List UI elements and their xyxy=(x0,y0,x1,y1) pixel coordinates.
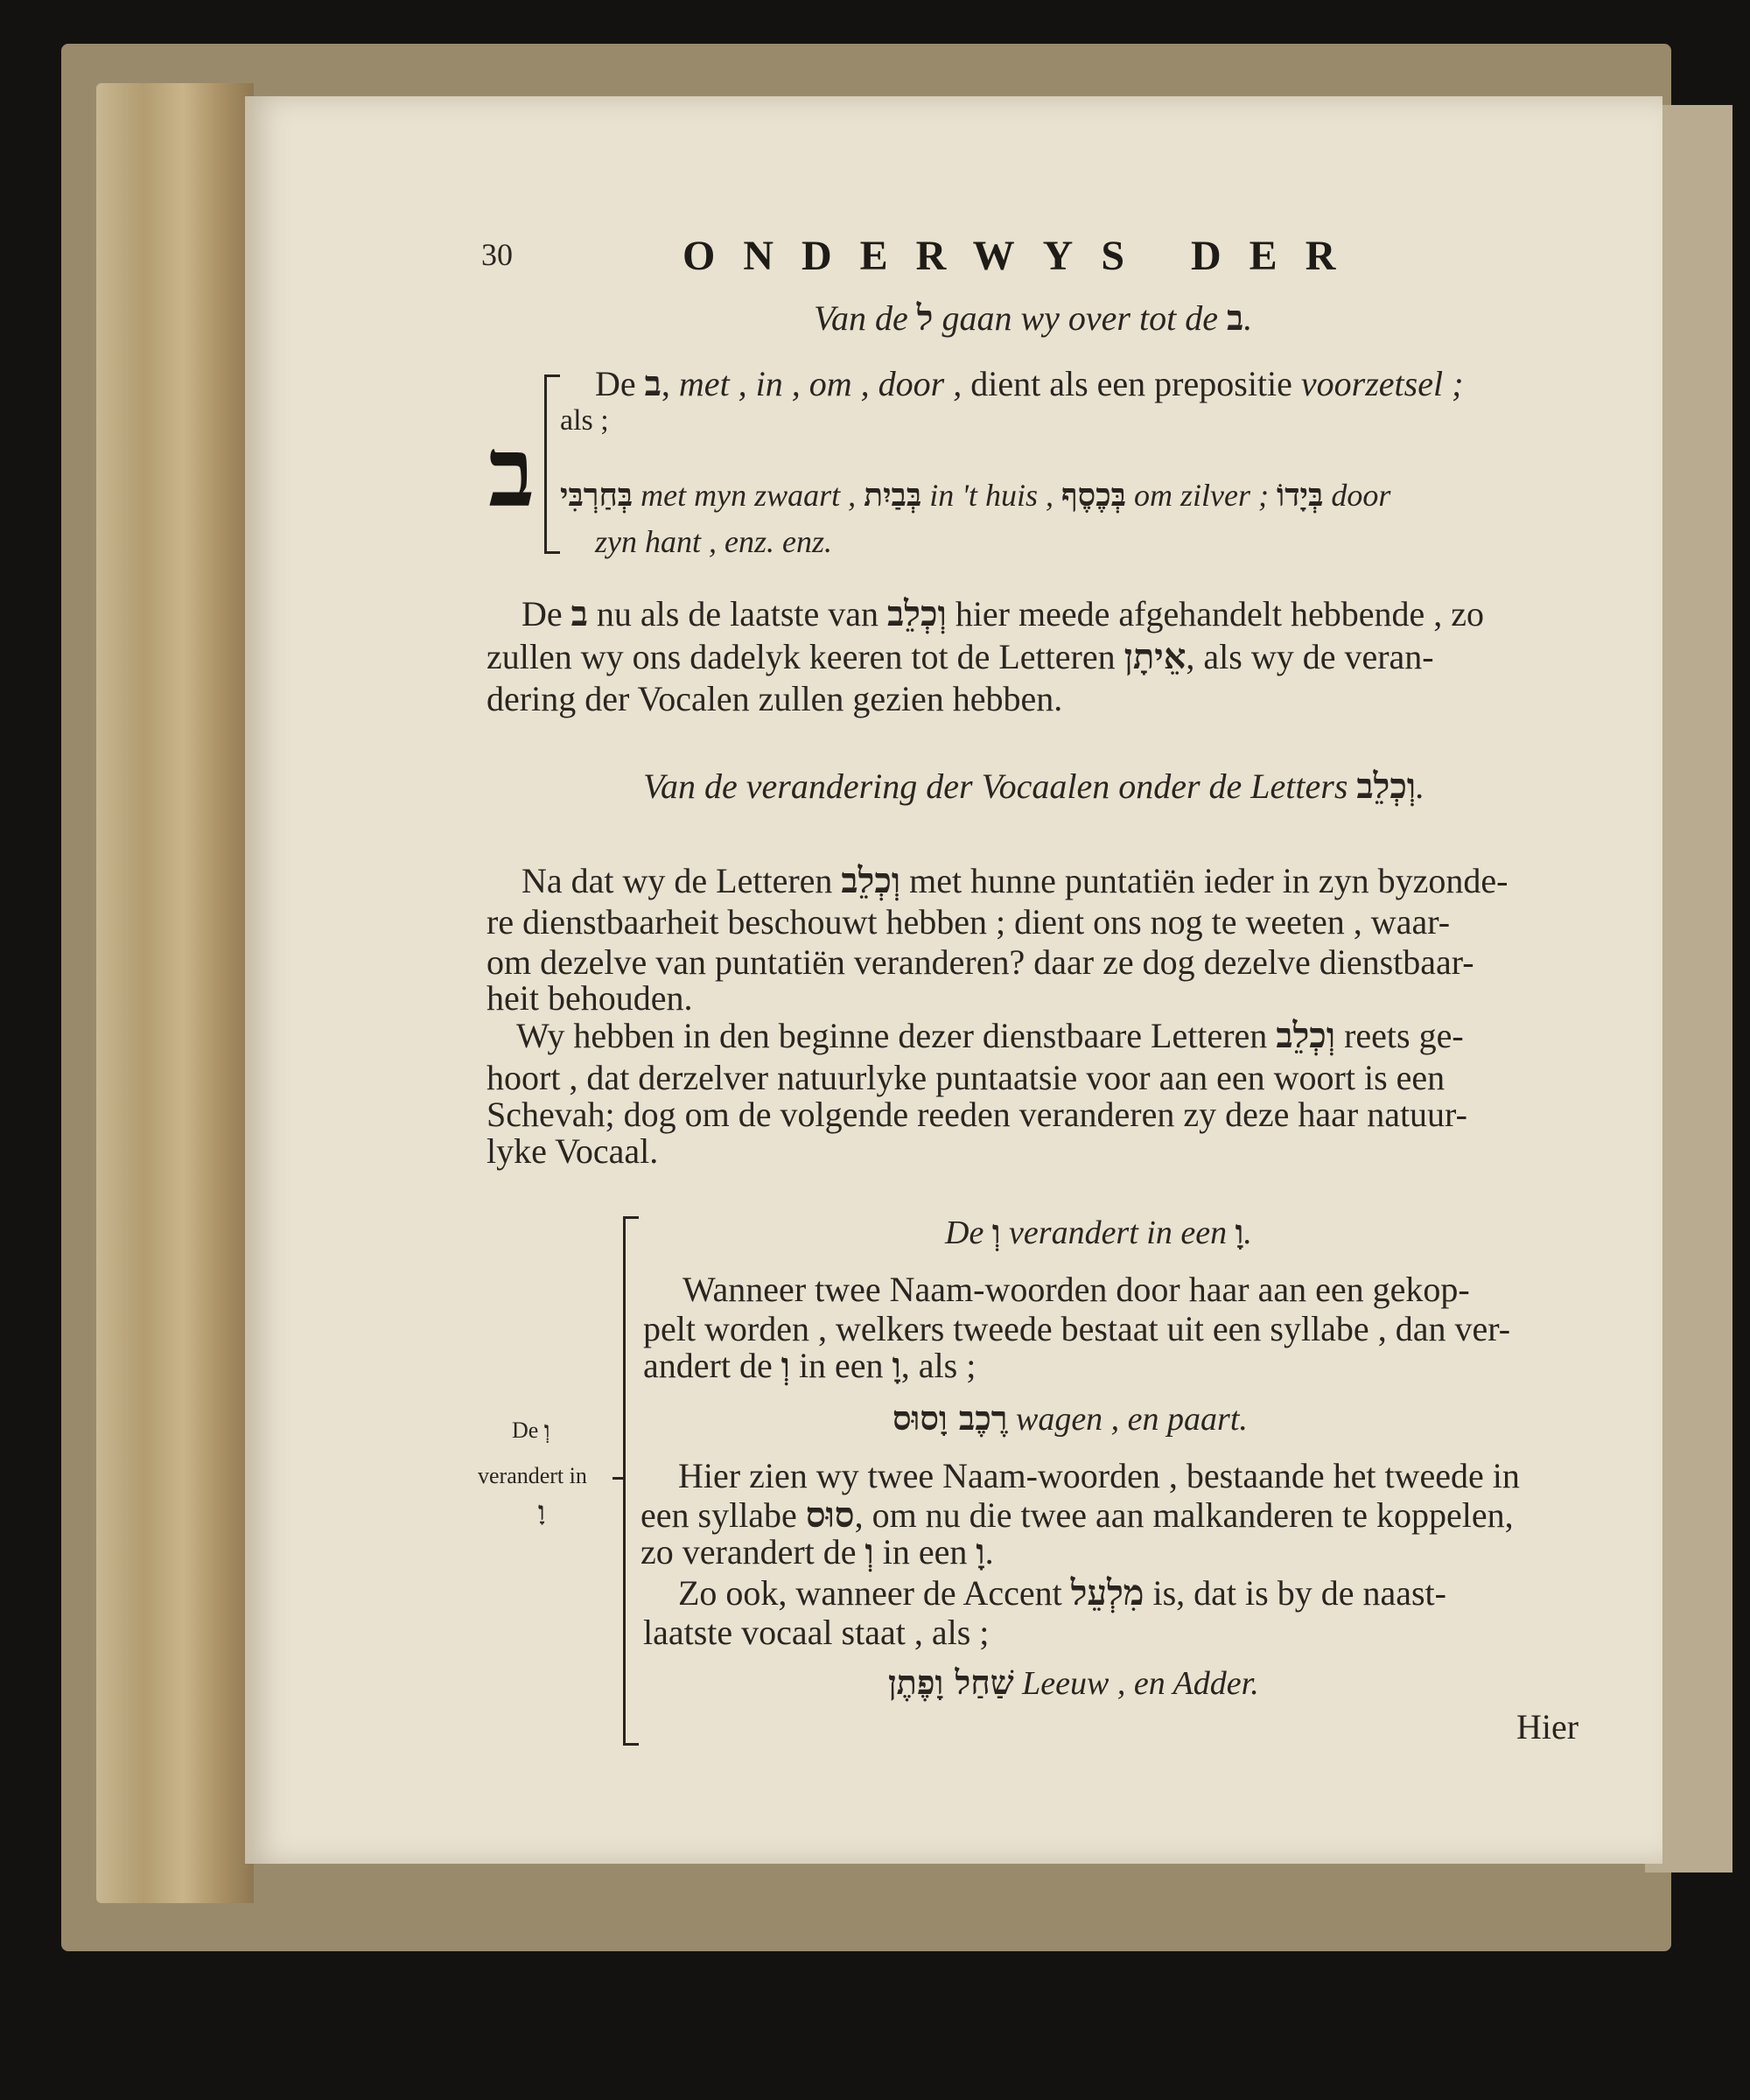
section-heading-2: Van de verandering der Vocaalen onder de Letters וְכְלֵב. xyxy=(643,766,1425,807)
catchword: Hier xyxy=(1516,1707,1579,1746)
section3-p1-line2: pelt worden , welkers tweede bestaat uit een syllabe , dan ver- xyxy=(643,1309,1511,1348)
brace-2-bottom xyxy=(623,1743,639,1746)
margin-note-line2: verandert in xyxy=(478,1463,587,1488)
brace-1-bottom xyxy=(544,551,560,554)
para2-line7: Schevah; dog om de volgende reeden veranderen zy deze haar natuur- xyxy=(486,1095,1467,1134)
section3-p1-line1: Wanneer twee Naam-woorden door haar aan een gekop- xyxy=(682,1270,1470,1309)
section3-p3-line1: Zo ook, wanneer de Accent מִלְעֵל is, dat is by de naast- xyxy=(678,1572,1446,1614)
para2-line3: om dezelve van puntatiën veranderen? daar ze dog dezelve dienstbaar- xyxy=(486,942,1474,982)
para2-line6: hoort , dat derzelver natuurlyke puntaatsie voor aan een woort is een xyxy=(486,1058,1446,1097)
brace-2-point xyxy=(612,1477,625,1480)
section1-line2: als ; xyxy=(560,404,609,437)
section3-p1-line3: andert de וְ in een וָ, als ; xyxy=(643,1345,976,1386)
margin-note-line1: De וְ xyxy=(512,1418,550,1444)
brace-2 xyxy=(623,1216,626,1746)
margin-note-line3: וָ xyxy=(538,1496,545,1527)
section-heading-3: De וְ verandert in een וָ. xyxy=(945,1212,1252,1251)
section3-example2: שַׁחַל וָפֶתֶן Leeuw , en Adder. xyxy=(888,1662,1259,1702)
para2-line2: re dienstbaarheit beschouwt hebben ; dient ons nog te weeten , waar- xyxy=(486,902,1451,942)
section-heading-1: Van de ל gaan wy over tot de ב. xyxy=(814,298,1253,339)
para1-line2: zullen wy ons dadelyk keeren tot de Letteren אֵיתָן, als wy de veran- xyxy=(486,636,1434,677)
para2-line5: Wy hebben in den beginne dezer dienstbaare Letteren וְכְלֵב reets ge- xyxy=(516,1015,1464,1056)
section1-line1: De ב, met , in , om , door , dient als een prepositie voorzetsel ; xyxy=(595,363,1464,404)
page-number: 30 xyxy=(481,237,513,272)
section3-p3-line2: laatste vocaal staat , als ; xyxy=(643,1613,990,1652)
section3-example1: רֶכֶב וָסוּס wagen , en paart. xyxy=(892,1398,1248,1438)
para2-line8: lyke Vocaal. xyxy=(486,1131,659,1171)
section1-examples-line2: zyn hant , enz. enz. xyxy=(595,524,832,559)
brace-1 xyxy=(544,374,547,554)
para2-line1: Na dat wy de Letteren וְכְלֵב met hunne puntatiën ieder in zyn byzonde- xyxy=(522,860,1508,901)
section3-p2-line3: zo verandert de וְ in een וָ. xyxy=(640,1531,994,1572)
brace-2-top xyxy=(623,1216,639,1219)
para2-line4: heit behouden. xyxy=(486,978,693,1018)
page-stack-edge xyxy=(96,83,254,1903)
brace-1-top xyxy=(544,374,560,377)
section1-examples: בְּחַרְבִּי met myn zwaart , בְּבַיִת in 't huis , בְּכֶסֶף om zilver ; בְּיָדוֹ door xyxy=(560,477,1391,514)
para1-line1: De ב nu als de laatste van וְכְלֵב hier meede afgehandelt hebbende , zo xyxy=(522,593,1484,634)
section3-p2-line2: een syllabe סוּס, om nu die twee aan malkanderen te koppelen, xyxy=(640,1494,1514,1536)
para1-line3: dering der Vocalen zullen gezien hebben. xyxy=(486,679,1063,718)
section3-p2-line1: Hier zien wy twee Naam-woorden , bestaande het tweede in xyxy=(678,1456,1520,1495)
large-letter-bet: ב xyxy=(488,416,536,528)
running-title: ONDERWYS DER xyxy=(682,233,1364,279)
